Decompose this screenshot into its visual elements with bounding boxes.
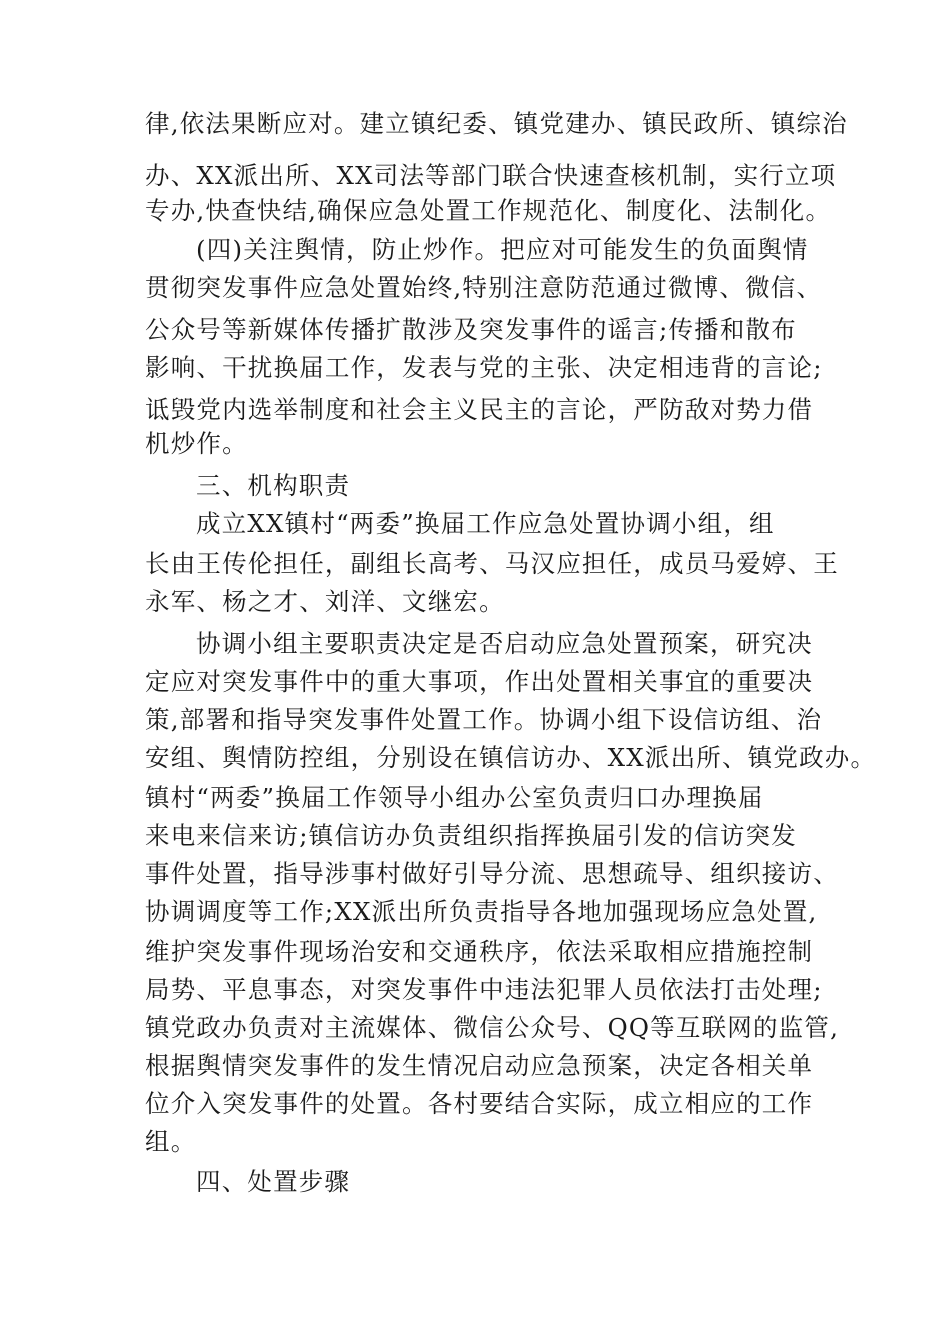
text-line: 策,部署和指导突发事件处置工作。协调小组下设信访组、治 [145, 705, 823, 734]
text-line: 协调小组主要职责决定是否启动应急处置预案，研究决 [196, 629, 813, 658]
text-line: 成立XX镇村“两委”换届工作应急处置协调小组，组 [196, 509, 775, 538]
text-line: 来电来信来访;镇信访办负责组织指挥换届引发的信访突发 [145, 821, 797, 850]
text-line: 机炒作。 [145, 429, 248, 458]
text-line: 镇党政办负责对主流媒体、微信公众号、QQ等互联网的监管, [145, 1013, 840, 1042]
text-line: 安组、舆情防控组，分别设在镇信访办、XX派出所、镇党政办。 [145, 743, 877, 772]
text-line: 专办,快查快结,确保应急处置工作规范化、制度化、法制化。 [145, 196, 832, 225]
section-heading-line: (四)关注舆情，防止炒作。把应对可能发生的负面舆情 [196, 235, 809, 264]
text-line: 位介入突发事件的处置。各村要结合实际，成立相应的工作 [145, 1089, 814, 1118]
text-line: 永军、杨之才、刘洋、文继宏。 [145, 587, 505, 616]
section-title: 四、处置步骤 [196, 1167, 351, 1196]
text-line: 协调调度等工作;XX派出所负责指导各地加强现场应急处置, [145, 897, 818, 926]
text-line: 组。 [145, 1127, 197, 1156]
text-line: 公众号等新媒体传播扩散涉及突发事件的谣言;传播和散布 [145, 315, 797, 344]
text-line: 维护突发事件现场治安和交通秩序，依法采取相应措施控制 [145, 937, 814, 966]
text-line: 镇村“两委”换届工作领导小组办公室负责归口办理换届 [145, 783, 764, 812]
text-line: 定应对突发事件中的重大事项，作出处置相关事宜的重要决 [145, 667, 814, 696]
text-line: 诋毁党内选举制度和社会主义民主的言论，严防敌对势力借 [145, 395, 814, 424]
text-line: 律,依法果断应对。建立镇纪委、镇党建办、镇民政所、镇综治 [145, 109, 848, 138]
text-line: 根据舆情突发事件的发生情况启动应急预案，决定各相关单 [145, 1051, 814, 1080]
section-title: 三、机构职责 [196, 471, 351, 500]
text-line: 事件处置，指导涉事村做好引导分流、思想疏导、组织接访、 [145, 859, 839, 888]
text-line: 贯彻突发事件应急处置始终,特别注意防范通过微博、微信、 [145, 273, 823, 302]
text-line: 长由王传伦担任，副组长高考、马汉应担任，成员马爱婷、王 [145, 549, 839, 578]
text-line: 局势、平息事态，对突发事件中违法犯罪人员依法打击处理; [145, 975, 823, 1004]
text-line: 影响、干扰换届工作，发表与党的主张、决定相违背的言论; [145, 353, 823, 382]
text-line: 办、XX派出所、XX司法等部门联合快速查核机制，实行立项 [145, 161, 837, 190]
